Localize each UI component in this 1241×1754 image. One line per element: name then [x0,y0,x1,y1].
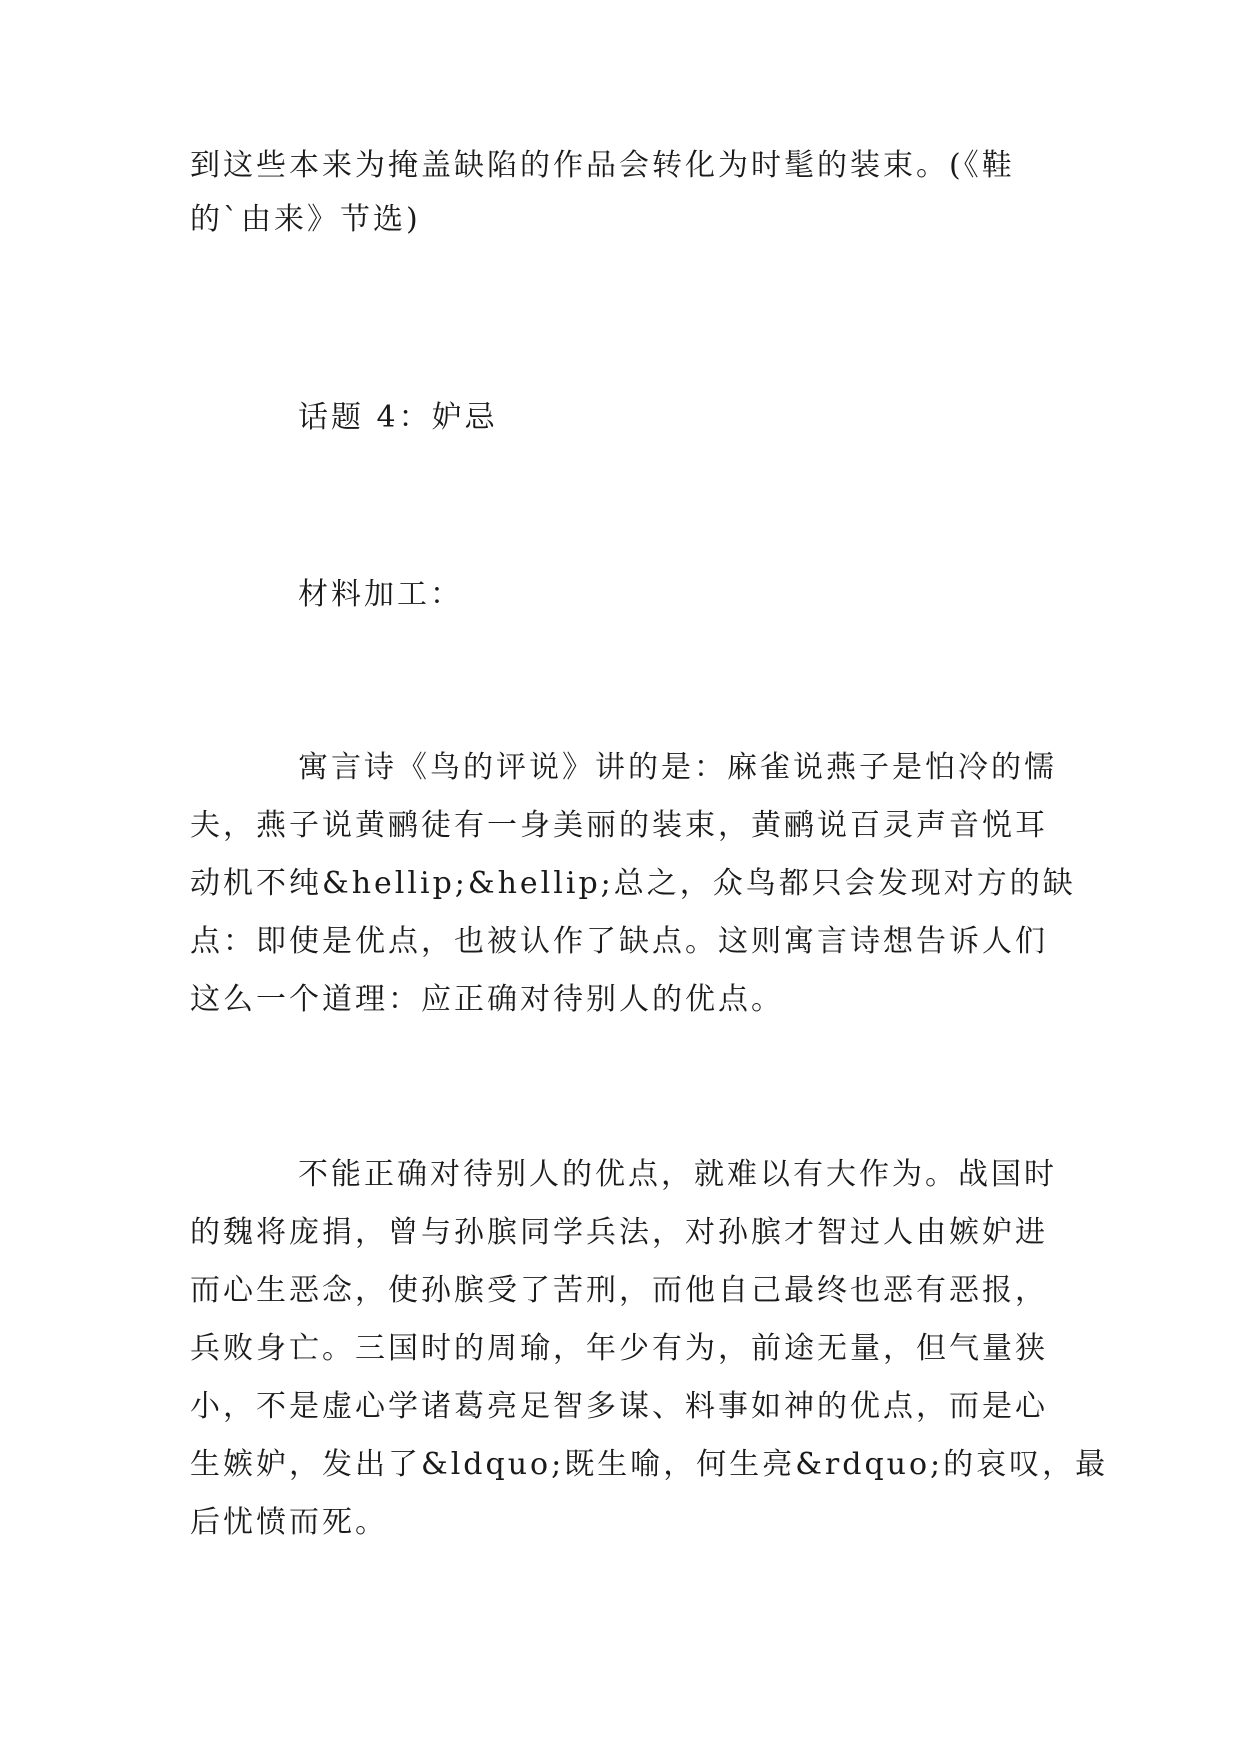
text-line: 这么一个道理：应正确对待别人的优点。 [190,982,784,1017]
text-line: 而心生恶念，使孙膑受了苦刑，而他自己最终也恶有恶报， [190,1273,1048,1308]
text-line: 生嫉妒，发出了&ldquo;既生喻，何生亮&rdquo;的哀叹，最 [190,1447,1109,1482]
text-line: 材料加工： [298,577,463,612]
text-line: 到这些本来为掩盖缺陷的作品会转化为时髦的装束。(《鞋 [190,148,1015,183]
text-line: 点：即使是优点，也被认作了缺点。这则寓言诗想告诉人们 [190,924,1048,959]
text-line: 不能正确对待别人的优点，就难以有大作为。战国时 [298,1157,1057,1192]
text-line: 小，不是虚心学诸葛亮足智多谋、料事如神的优点，而是心 [190,1389,1048,1424]
text-line: 的`由来》节选) [190,202,421,237]
text-line: 话题 4：妒忌 [298,400,498,435]
text-line: 兵败身亡。三国时的周瑜，年少有为，前途无量，但气量狭 [190,1331,1048,1366]
text-line: 夫，燕子说黄鹂徒有一身美丽的装束，黄鹂说百灵声音悦耳 [190,808,1048,843]
text-line: 的魏将庞捐，曾与孙膑同学兵法，对孙膑才智过人由嫉妒进 [190,1215,1048,1250]
text-line: 动机不纯&hellip;&hellip;总之，众鸟都只会发现对方的缺 [190,866,1076,901]
text-line: 寓言诗《鸟的评说》讲的是：麻雀说燕子是怕冷的懦 [298,750,1057,785]
text-line: 后忧愤而死。 [190,1505,388,1540]
